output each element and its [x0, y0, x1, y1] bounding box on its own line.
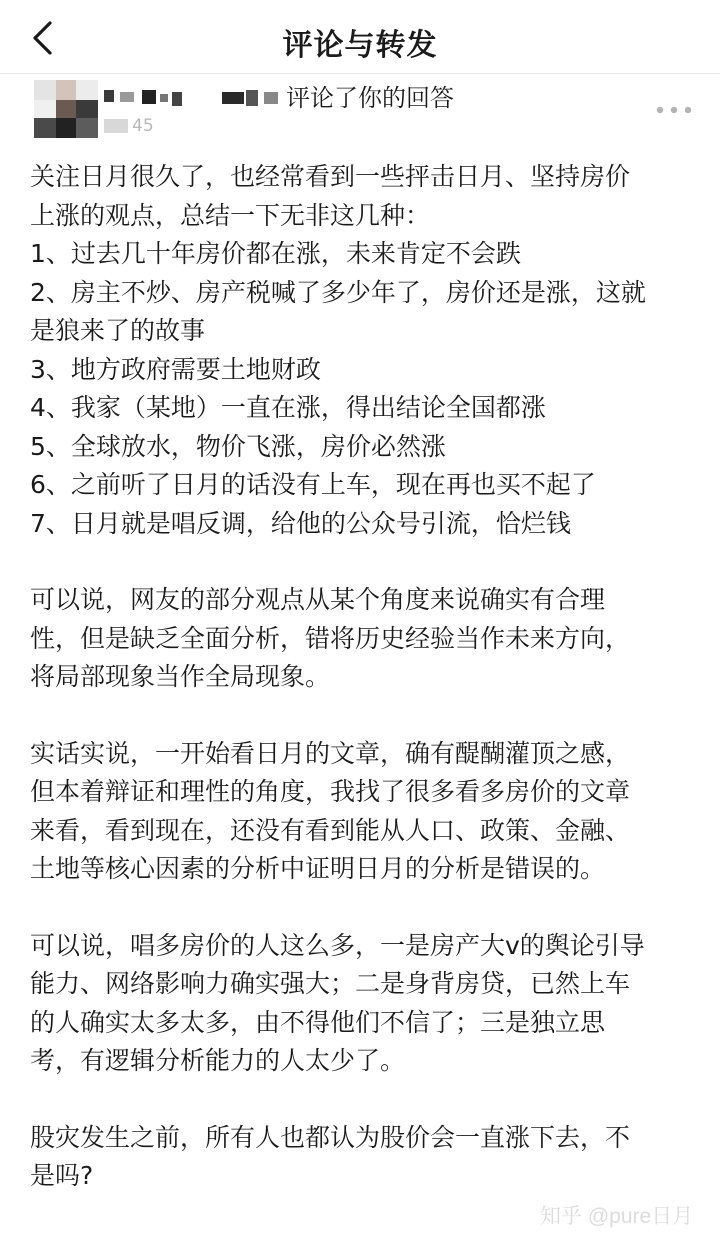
text-line: 性，但是缺乏全面分析，错将历史经验当作未来方向，	[30, 623, 631, 653]
text-line: 可以说，网友的部分观点从某个角度来说确实有合理	[30, 585, 606, 614]
paragraph-3	[30, 735, 695, 889]
more-horizontal-icon	[654, 104, 694, 116]
text-line: 将局部现象当作全局现象。	[30, 662, 331, 691]
text-line: 考，有逻辑分析能力的人太少了。	[30, 1046, 406, 1075]
watermark	[540, 1200, 693, 1230]
text-line: 股灾发生之前，所有人也都认为股价会一直涨下去，不	[30, 1122, 631, 1152]
text-line: 4、我家（某地）一直在涨，得出结论全国都涨	[30, 393, 546, 422]
text-line: 可以说，唱多房价的人这么多，一是房产大v的舆论引导	[30, 930, 645, 960]
text-line: 的人确实太多太多，由不得他们不信了；三是独立思	[30, 1007, 606, 1037]
paragraph-4	[30, 927, 695, 1081]
text-line: 上涨的观点，总结一下无非这几种：	[30, 200, 431, 230]
text-line: 关注日月很久了，也经常看到一些抨击日月、坚持房价	[30, 162, 631, 191]
more-button[interactable]	[652, 96, 696, 124]
text-line: 2、房主不炒、房产税喊了多少年了，房价还是涨，这就	[30, 277, 646, 307]
text-line: 是吗?	[30, 1161, 94, 1190]
text-line: 5、全球放水，物价飞涨，房价必然涨	[30, 431, 446, 461]
navigation-bar	[0, 0, 720, 74]
text-line: 7、日月就是唱反调，给他的公众号引流，恰烂钱	[30, 508, 571, 538]
text-line: 能力、网络影响力确实强大；二是身背房贷，已然上车	[30, 969, 631, 998]
text-line: 但本着辩证和理性的角度，我找了很多看多房价的文章	[30, 777, 631, 806]
avatar[interactable]	[34, 80, 98, 138]
text-line: 6、之前听了日月的话没有上车，现在再也买不起了	[30, 470, 596, 499]
time-blur-block	[104, 119, 128, 133]
text-line: 1、过去几十年房价都在涨，未来肯定不会跌	[30, 239, 521, 268]
text-line: 是狼来了的故事	[30, 316, 206, 345]
text-line: 3、地方政府需要土地财政	[30, 354, 321, 384]
notification-action-text: 评论了你的回答	[286, 84, 454, 112]
text-line: 土地等核心因素的分析中证明日月的分析是错误的。	[30, 854, 606, 883]
notification-time	[104, 116, 154, 136]
comment-content	[30, 158, 695, 1234]
paragraph-1	[30, 158, 695, 543]
paragraph-5	[30, 1119, 695, 1196]
paragraph-2	[30, 581, 695, 697]
text-line: 来看，看到现在，还没有看到能从人口、政策、金融、	[30, 815, 631, 845]
watermark-handle: @pure日月	[587, 1205, 694, 1228]
page-title: 评论与转发	[282, 28, 438, 63]
watermark-site: 知乎	[540, 1204, 582, 1228]
username-blurred[interactable]	[104, 88, 284, 110]
time-text: 45	[132, 116, 154, 136]
text-line: 实话实说，一开始看日月的文章，确有醍醐灌顶之感，	[30, 738, 631, 768]
